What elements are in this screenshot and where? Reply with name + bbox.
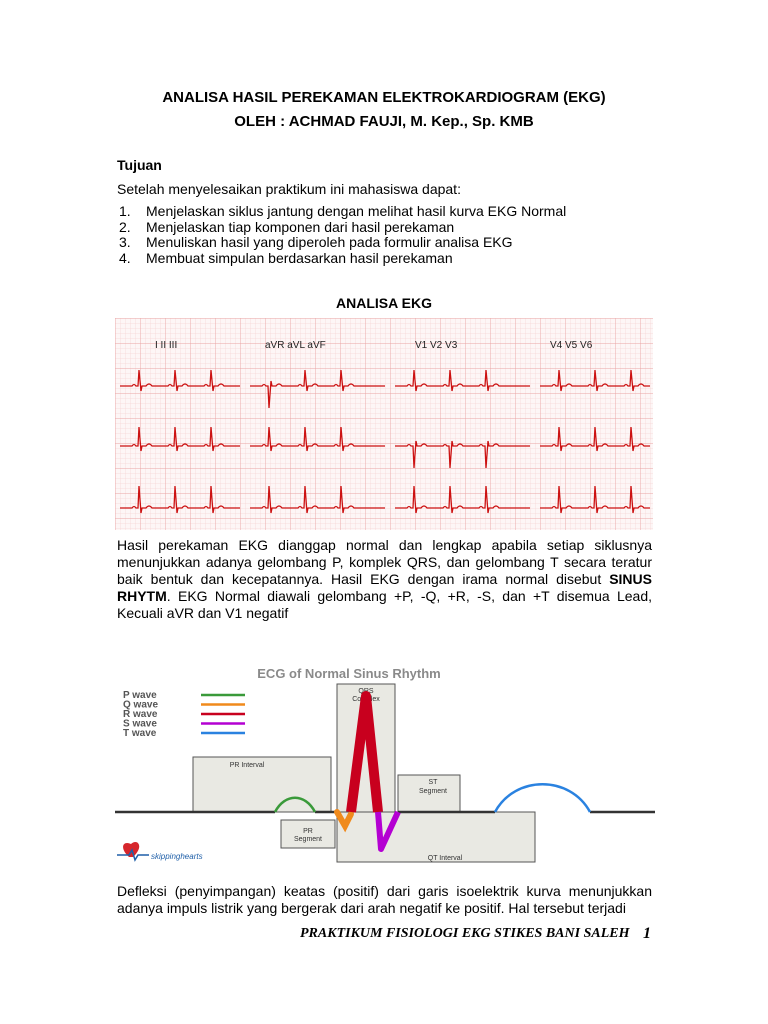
figure-title: ECG of Normal Sinus Rhythm	[257, 666, 441, 681]
tujuan-intro: Setelah menyelesaikan praktikum ini mahasiswa dapat:	[117, 181, 461, 197]
list-text: Menuliskan hasil yang diperoleh pada formulir analisa EKG	[146, 234, 513, 250]
pr-interval-label: PR Interval	[229, 762, 265, 769]
st-segment-label: Segment	[418, 788, 448, 795]
st-segment-label: ST	[428, 779, 438, 786]
lead-label: I II III	[155, 340, 178, 351]
lead-label: V1 V2 V3	[415, 340, 458, 351]
tujuan-list	[119, 204, 566, 266]
list-item	[119, 204, 566, 220]
pr-segment-label: Segment	[293, 836, 323, 843]
legend-label: S wave	[123, 718, 157, 730]
list-number: 2.	[119, 218, 131, 235]
qrs-label: QRS	[358, 688, 374, 695]
list-item	[119, 235, 566, 251]
lead-label: aVR aVL aVF	[265, 340, 326, 351]
legend-label: R wave	[123, 709, 158, 720]
analisa-paragraph	[117, 537, 652, 622]
legend-label: Q wave	[123, 699, 159, 711]
paragraph-text: . EKG Normal diawali gelombang +P, -Q, +R, -S, dan +T disemua Lead, Kecuali aVR dan V1 negatif	[117, 588, 652, 621]
document-author: OLEH : ACHMAD FAUJI, M. Kep., Sp. KMB	[234, 113, 534, 130]
ecg-sinus-figure	[115, 662, 655, 872]
footer-text: PRAKTIKUM FISIOLOGI EKG STIKES BANI SALEH	[300, 926, 630, 941]
qrs-label: Complex	[352, 696, 380, 703]
legend-label: T wave	[123, 728, 157, 739]
ecg-12-lead-image	[115, 318, 653, 530]
defleksi-paragraph: Defleksi (penyimpangan) keatas (positif) dari garis isoelektrik kurva menunjukkan adanya impuls listrik yang bergerak dari arah negatif ke positif. Hal tersebut terjadi	[117, 883, 652, 916]
list-item	[119, 251, 566, 267]
qt-interval-label: QT Interval	[427, 855, 463, 862]
document-title: ANALISA HASIL PEREKAMAN ELEKTROKARDIOGRAM (EKG)	[162, 89, 606, 106]
sinus-rhythm-term: SINUS RHYTM	[117, 571, 652, 604]
list-number: 1.	[119, 203, 131, 219]
svg-text:skippinghearts: skippinghearts	[151, 852, 203, 861]
list-text: Membuat simpulan berdasarkan hasil perekaman	[146, 249, 453, 266]
legend-label: P wave	[123, 690, 157, 701]
list-text: Menjelaskan tiap komponen dari hasil perekaman	[146, 218, 455, 235]
paragraph-text: Hasil perekaman EKG dianggap normal dan lengkap apabila setiap siklusnya menunjukkan adanya gelombang P, komplek QRS, dan gelombang T secara teratur baik bentuk dan kecepatannya. Hasil EKG dengan irama normal disebut	[117, 537, 652, 587]
tujuan-heading: Tujuan	[117, 157, 162, 173]
list-number: 3.	[119, 234, 131, 250]
pr-segment-label: PR	[303, 828, 313, 835]
list-item	[119, 220, 566, 236]
analisa-heading: ANALISA EKG	[336, 295, 432, 311]
page-number: 1	[643, 925, 651, 942]
list-number: 4.	[119, 249, 131, 266]
list-text: Menjelaskan siklus jantung dengan melihat hasil kurva EKG Normal	[146, 203, 567, 219]
lead-label: V4 V5 V6	[550, 340, 593, 351]
